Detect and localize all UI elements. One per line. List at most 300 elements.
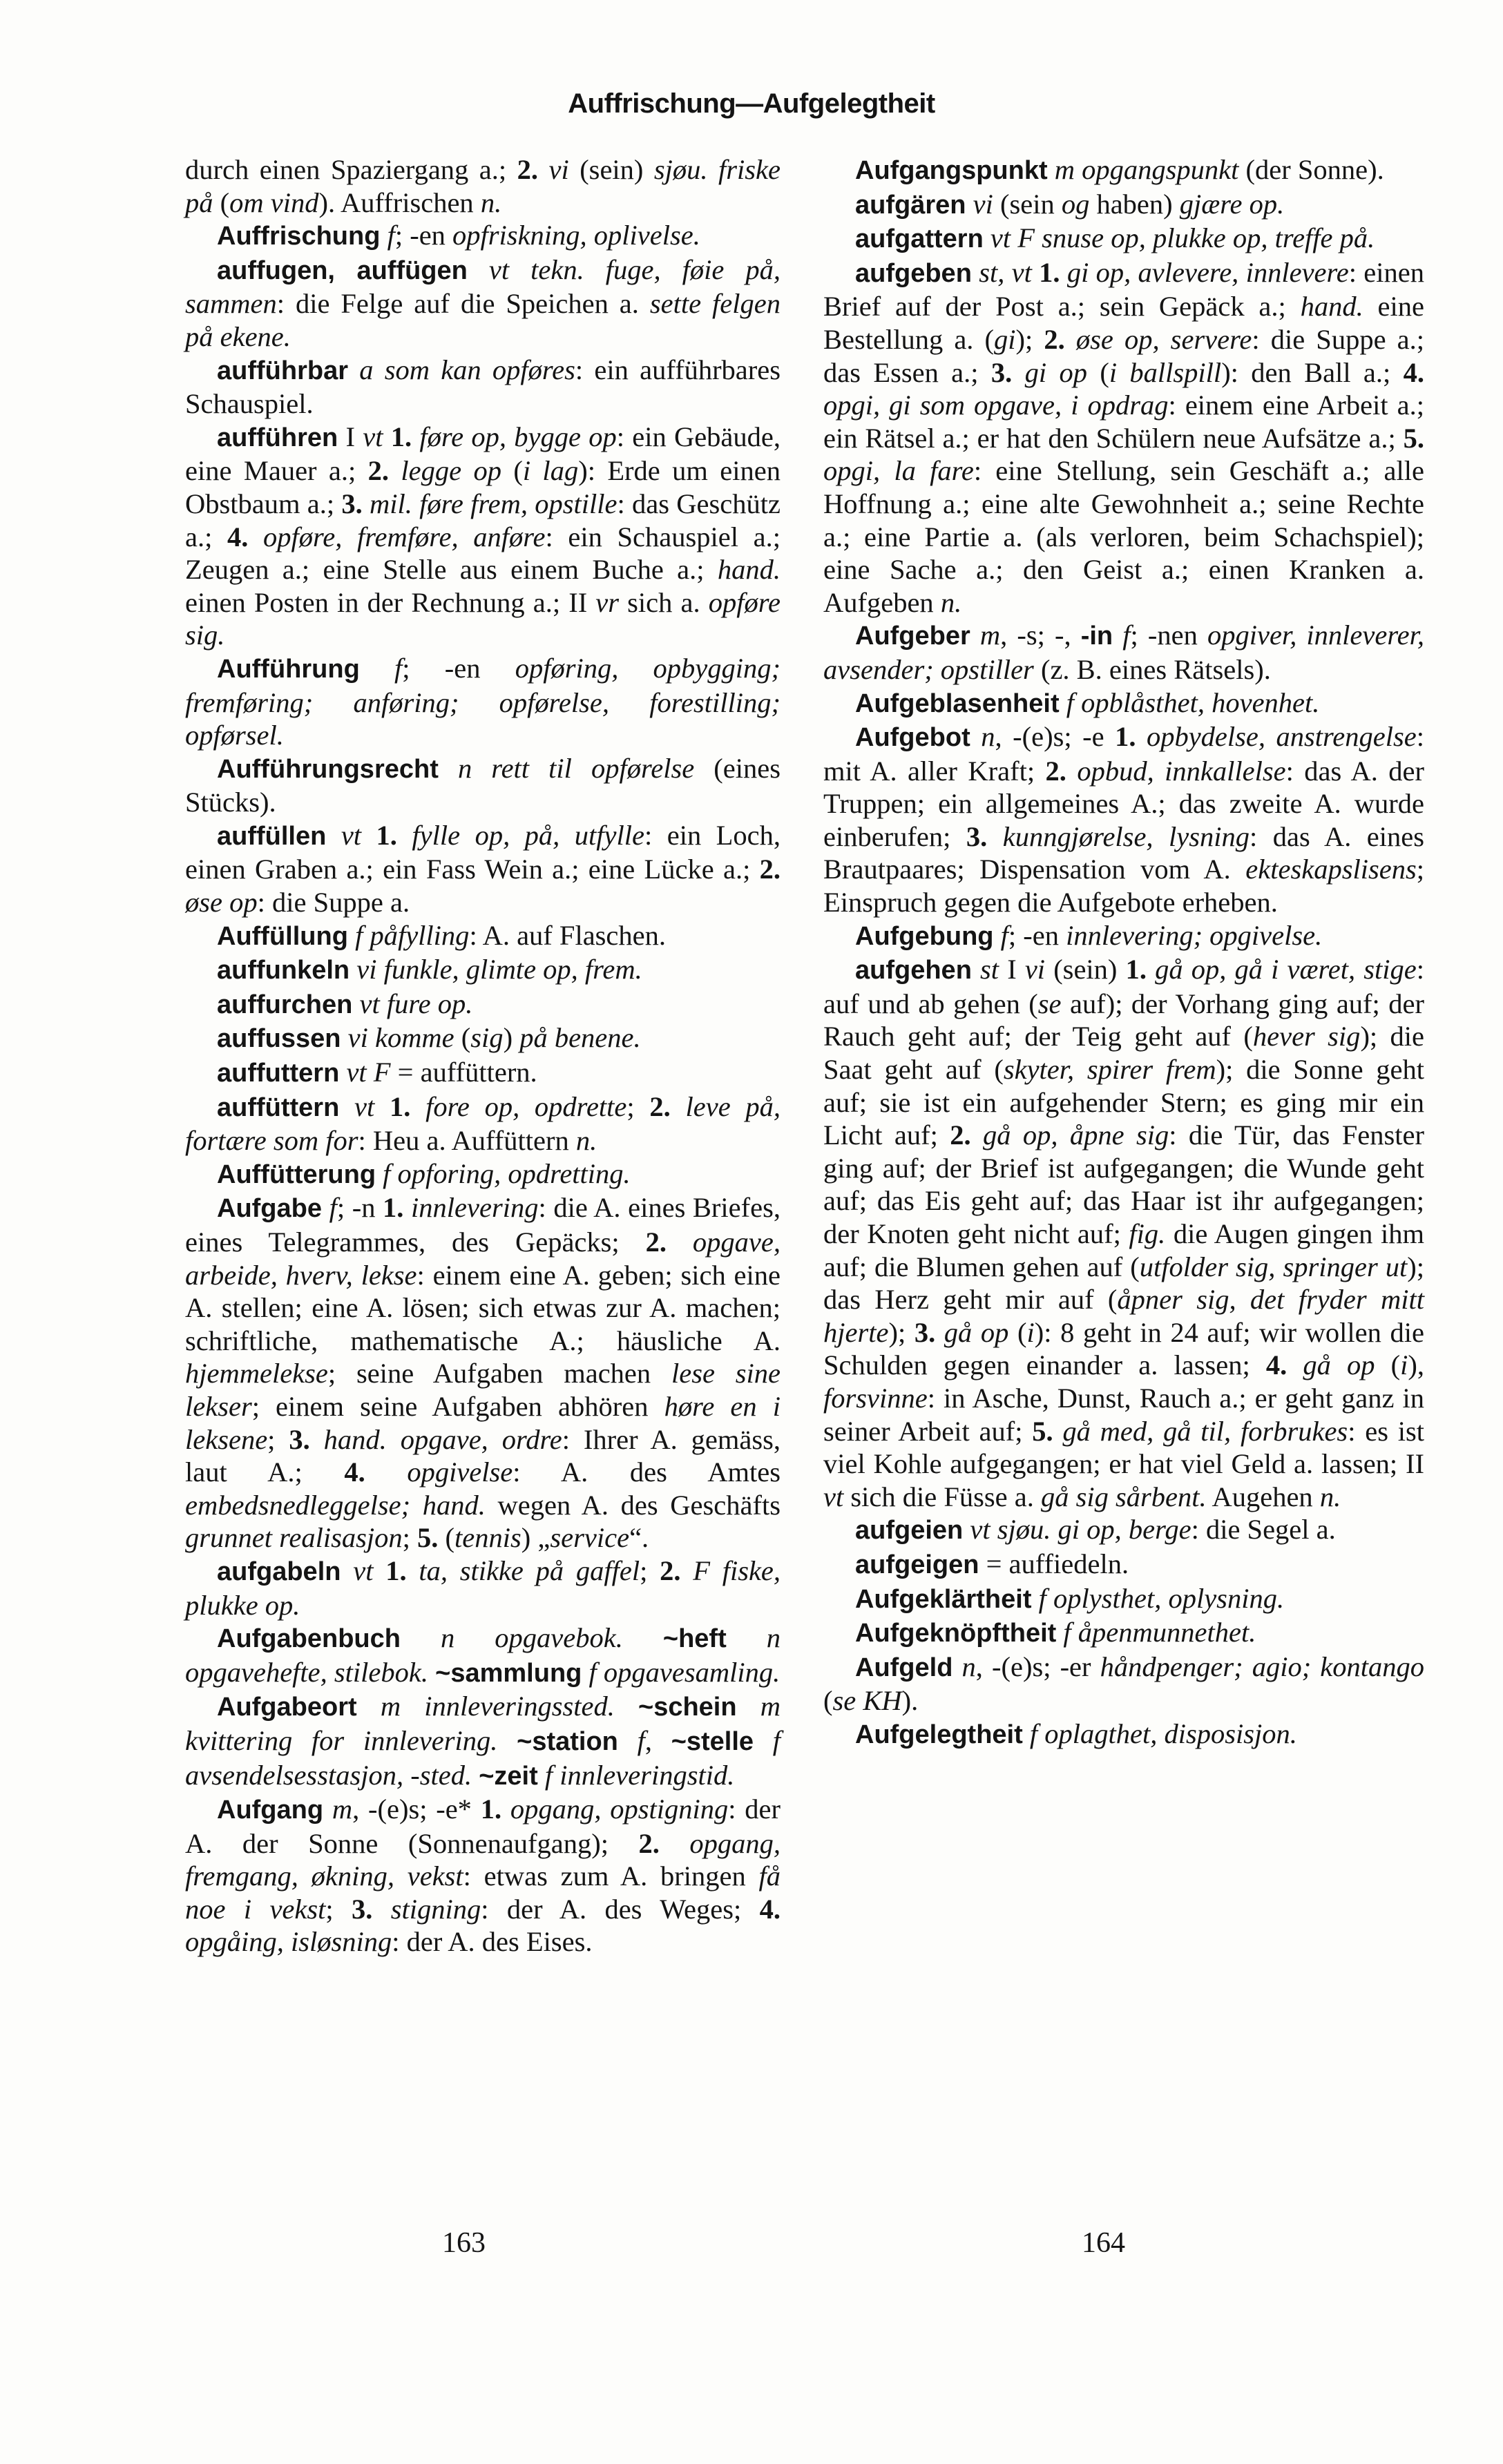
dictionary-entry [185,354,781,421]
entry-text: vt fure op. [359,988,473,1019]
entry-text: n. [480,186,502,218]
entry-headword: auffüllen [217,821,327,851]
entry-text: ; -en [1008,919,1066,951]
entry-text: ekteskapslisens [1245,854,1417,885]
entry-headword: ~stelle [671,1726,754,1756]
entry-text: 2. [759,854,781,885]
entry-text: die Augen gingen ihm auf; die Blumen gehen auf ( [823,1218,1424,1282]
entry-text: vi funkle, glimte op, frem. [356,954,642,985]
entry-text: 5. [1032,1415,1053,1447]
entry-text [339,1091,354,1122]
entry-text [1136,721,1147,752]
entry-text: ; -n [336,1192,383,1224]
entry-text: : einen Brief auf der Post a.; sein Gepäck a.; [823,256,1425,323]
entry-text [468,254,489,285]
entry-text: hjemmelekse [185,1358,328,1389]
entry-text: 2. [660,1555,681,1586]
entry-text: : die A. eines Briefes, eines Telegrammes, des Gepäcks; [185,1192,781,1258]
left-page-number: 163 [442,2227,486,2259]
entry-text: = auffüttern. [390,1057,537,1088]
dictionary-entry [823,953,1424,1513]
entry-text: f opblåsthet, hovenhet. [1066,686,1320,718]
entry-text: gjære op. [1179,188,1285,220]
entry-text: n. [575,1125,597,1157]
entry-text: vt tekn. fuge, føie på, sammen [185,253,781,320]
entry-text: ). [901,1685,919,1717]
entry-headword: Auffrischung [217,222,381,251]
entry-headword: Aufgangspunkt [855,156,1048,185]
entry-text: ; -nen [1130,619,1207,651]
entry-text [407,1555,419,1586]
entry-text: (der Sonne). [1238,154,1384,185]
entry-text [361,820,376,851]
dictionary-entry [185,819,781,919]
entry-text: se [1037,988,1062,1019]
entry-headword: Aufgeklärtheit [855,1584,1032,1614]
entry-text: : das A. eines Brautpaares; Dispensation vom A. [823,820,1425,885]
entry-text [323,1793,332,1825]
entry-headword: Aufgeld [855,1653,953,1682]
entry-text [737,1691,760,1722]
entry-text [403,1192,411,1223]
entry-text: vr [595,586,620,618]
dictionary-entry [185,1690,781,1793]
entry-text: føre op, bygge op [419,421,617,452]
entry-text: f innleveringstid. [544,1759,735,1791]
entry-text: : der A. des Weges; [481,1893,760,1925]
dictionary-entry [823,1717,1424,1752]
entry-headword: auffussen [217,1024,341,1054]
dictionary-entry [185,1090,781,1157]
entry-text: : ein Gebäude, eine Mauer a.; [185,421,781,487]
entry-text [1053,1416,1063,1447]
entry-text [389,455,401,486]
entry-text [667,1226,693,1258]
entry-text [1287,1349,1303,1380]
entry-text [615,1691,638,1722]
entry-text: fig. [1129,1218,1166,1249]
entry-text [1048,154,1055,185]
entry-text [1066,755,1077,787]
entry-text: durch einen Spaziergang a.; [185,154,517,185]
entry-text: f [1000,919,1008,951]
entry-text: F fiske, plukke op. [185,1555,781,1621]
entry-text: ): 8 geht in 24 auf; wir wollen die Schulden gegen einander a. lassen; [823,1316,1424,1381]
entry-text: sig [470,1022,504,1054]
entry-text: ; einem seine Aufgaben abhören [251,1390,664,1422]
entry-text: ); das Herz geht mir auf ( [823,1251,1424,1316]
entry-text: : die Suppe a. [257,887,410,918]
entry-headword: auffuttern [217,1059,340,1088]
entry-text: st, vt [979,256,1032,288]
right-page-number: 164 [1082,2227,1125,2259]
entry-text: ; [402,1522,418,1554]
entry-text [373,1555,385,1586]
entry-text: mil. føre frem, opstille [370,488,618,519]
entry-text [383,421,390,452]
entry-headword: auffunkeln [217,956,350,985]
entry-headword: aufgabeln [217,1557,341,1586]
entry-headword: aufgeben [855,258,972,288]
dictionary-entry [823,1548,1424,1582]
entry-text: 2. [1045,755,1066,787]
entry-text: 4. [1265,1349,1287,1381]
entry-headword: auffüttern [217,1093,340,1122]
entry-text: ( [1008,1316,1027,1348]
entry-text: kunngjørelse, lysning [1002,820,1250,852]
entry-text: grunnet realisasjon [185,1522,403,1554]
entry-text: 2. [1044,323,1065,355]
entry-text: gå sig sårbent. [1040,1481,1207,1512]
entry-text: på benene. [519,1022,641,1054]
entry-text [971,1119,983,1151]
entry-text: : etwas zum A. bringen [463,1860,759,1892]
entry-text [538,1760,545,1791]
entry-text [326,820,341,851]
entry-text [671,1091,686,1122]
entry-text: øse op [185,887,258,918]
entry-headword: ~schein [638,1693,737,1722]
entry-text [1060,257,1067,288]
entry-headword: aufführbar [217,356,348,385]
entry-text: sjøu. friske på [185,154,781,218]
entry-text: 3. [289,1423,310,1455]
entry-text: : eine Stellung, sein Geschäft a.; alle Hoffnung a.; eine alte Gewohnheit a.; seine Rechte a.; eine Partie a. (als verloren, beim Schachspiel); eine Sache a.; den Geist a.; einen Kranken a. Aufgeben [823,455,1424,618]
entry-headword: Aufführung [217,654,360,684]
entry-text: gi op, avlevere, innlevere [1066,256,1349,288]
entry-text: ( [438,1522,455,1554]
dictionary-entry [823,222,1424,256]
entry-text [1147,954,1155,985]
entry-text: 1. [390,1090,411,1122]
entry-headword: Auffütterung [217,1159,376,1189]
entry-text [952,1651,961,1682]
entry-text: 4. [344,1456,365,1488]
dictionary-entry [823,256,1424,619]
entry-headword: aufgeigen [855,1550,979,1579]
entry-text: : die Felge auf die Speichen a. [276,288,650,320]
entry-text: ; -en [402,652,515,684]
entry-text: øse op, servere [1075,323,1252,355]
entry-text: i lag [522,455,579,487]
entry-text: opgang, fremgang, økning, vekst [185,1827,781,1892]
entry-text: : A. auf Flaschen. [469,919,667,951]
entry-text: f opforing, opdretting. [383,1157,631,1189]
entry-text: auf); der Vorhang ging auf; der Rauch geht auf; der Teig geht auf ( [823,988,1424,1052]
entry-text: 3. [352,1893,373,1925]
entry-text: 2. [649,1090,671,1122]
entry-text: 4. [227,521,249,552]
entry-text [372,1894,390,1925]
entry-headword: auffurchen [217,990,353,1019]
dictionary-entry [823,1513,1424,1548]
entry-text: ); die Saat geht auf ( [823,1021,1425,1086]
entry-text: om vind [229,186,319,218]
entry-text: ( [1375,1349,1401,1381]
entry-text [1031,1583,1038,1614]
entry-text [970,619,980,651]
dictionary-entry [185,153,781,219]
entry-text: : einem eine A. geben; sich eine A. stellen; eine A. lösen; sich etwas zur A. machen; schriftliche, mathematische A.; häusliche A. [185,1259,781,1356]
entry-text: 1. [1039,256,1060,288]
entry-text: sich die Füsse a. [843,1481,1041,1512]
entry-text: I [999,954,1025,985]
entry-text: : der A. der Sonne (Sonnenaufgang); [185,1793,781,1859]
entry-text: opfriskning, oplivelse. [452,220,700,251]
entry-text: vt [353,1555,374,1586]
entry-text: 2. [638,1827,660,1859]
entry-text: ): Erde um einen Obstbaum a.; [185,455,781,519]
entry-text: : der A. des Eises. [392,1926,593,1958]
dictionary-entry [185,421,781,652]
entry-text: 4. [1403,356,1425,388]
entry-text: opgivelse [407,1456,513,1488]
entry-text: f oplysthet, oplysning. [1038,1582,1285,1614]
entry-text [623,1622,663,1653]
entry-text [341,1022,347,1053]
entry-text: vi komme [347,1022,454,1054]
dictionary-entry [185,1157,781,1192]
entry-text: gå op [1303,1349,1375,1381]
entry-text: , [644,1724,671,1756]
entry-text: st [980,954,999,985]
entry-text [412,421,419,452]
dictionary-entry [823,1650,1424,1717]
entry-text: opgiver, innleverer, avsender; opstiller [823,619,1424,685]
entry-text [322,1192,329,1223]
dictionary-entry [185,1021,781,1056]
entry-text: f opgavesamling. [588,1656,781,1688]
entry-text [363,488,370,519]
entry-text: ; -en [394,220,453,251]
dictionary-entry [823,919,1424,954]
entry-text: , -(e)s; -e [995,721,1116,753]
entry-text: I [338,421,363,452]
entry-text: 1. [480,1793,502,1825]
entry-text [350,954,356,985]
dictionary-entry [185,1793,781,1958]
entry-text: n. [940,586,962,618]
entry-text: hand. [717,554,781,586]
entry-text [538,154,548,185]
entry-text: opføre, fremføre, anføre [263,521,546,552]
entry-text: gå op, gå i været, stige [1155,954,1417,985]
entry-text: ( [1086,356,1109,388]
entry-text: stigning [390,1893,481,1925]
entry-text: gå op, åpne sig [982,1119,1169,1151]
entry-text: : das Geschütz a.; [185,488,781,552]
entry-text: (sein) [568,154,654,185]
dictionary-entry [185,953,781,988]
entry-text: skyter, spirer frem [1003,1054,1216,1086]
entry-text [963,1514,970,1545]
entry-text: få noe i vekst [185,1860,781,1925]
dictionary-entry [823,188,1424,222]
entry-text: m innleveringssted. [380,1691,615,1722]
entry-text: : Heu a. Auffüttern [358,1125,576,1157]
entry-headword: ~zeit [479,1761,538,1791]
entry-text: 1. [376,819,397,851]
entry-text: ; Einspruch gegen die Aufgebote erheben. [823,854,1424,918]
entry-text: ), [1408,1349,1425,1381]
dictionary-entry [823,720,1424,919]
entry-text: forsvinne [823,1382,928,1414]
entry-text [348,920,355,951]
entry-text [618,1725,638,1756]
entry-text: ) [503,1022,520,1054]
entry-text: vt F [346,1057,391,1088]
entry-text: : es ist viel Kohle aufgegangen; er hat viel Geld a. lassen; II [823,1415,1424,1480]
entry-text [472,1760,479,1791]
entry-text [428,1657,435,1688]
entry-text: i [1400,1349,1408,1381]
entry-text: “. [629,1522,649,1554]
entry-text: m opgangspunkt [1054,154,1239,185]
entry-text: : die Tür, das Fenster ging auf; der Brief ist aufgegangen; die Wunde geht auf; das Eis geht auf; das Haar ist ihr aufgegangen; der Knoten geht nicht auf; [823,1119,1424,1249]
entry-text: n [961,1650,976,1682]
entry-text: i [1026,1316,1035,1348]
entry-headword: Auffüllung [217,921,348,951]
entry-text: : mit A. aller Kraft; [823,721,1425,787]
entry-headword: Aufgabenbuch [217,1624,401,1654]
dictionary-entry [185,1621,781,1690]
entry-text: f [394,652,403,684]
entry-text: vt [823,1481,844,1512]
entry-text: service [550,1522,630,1554]
entry-text: a som kan opføres [359,354,575,385]
entry-headword: Aufgabe [217,1194,322,1224]
entry-headword: auffugen, auffügen [217,256,468,285]
entry-text: 1. [383,1192,404,1224]
entry-headword: Aufgebung [855,921,994,951]
entry-text [727,1622,767,1653]
entry-text: ; [325,1893,352,1925]
entry-text: , -(e)s; -er [975,1650,1100,1682]
entry-text: : die Segel a. [1191,1514,1336,1546]
entry-text: 5. [1403,422,1424,454]
entry-text [754,1725,773,1756]
entry-text: åpner sig, det fryder mitt hjerte [823,1284,1424,1348]
entry-text: 2. [645,1226,667,1258]
entry-text: f åpenmunnethet. [1063,1617,1256,1648]
entry-text: tennis [454,1522,521,1554]
entry-text [376,1158,383,1189]
entry-text: n opgavehefte, stilebok. [185,1622,781,1688]
entry-text: gi [994,323,1016,355]
dictionary-entry [823,1582,1424,1617]
entry-text [987,821,1002,852]
entry-text [374,1091,390,1122]
entry-text [352,988,359,1019]
entry-text [660,1828,690,1859]
entry-text: n opgavebok. [441,1622,623,1654]
entry-text: eine Bestellung a. ( [823,291,1424,355]
entry-text: einen Posten in der Rechnung a.; II [185,586,596,618]
entry-text: vt F snuse op, plukke op, treffe på. [990,222,1375,254]
entry-headword: Aufgang [217,1796,324,1825]
entry-text: 1. [1125,954,1147,985]
entry-text: gå med, gå til, forbrukes [1062,1415,1348,1447]
entry-text: : die Suppe a.; das Essen a.; [823,323,1425,388]
entry-text: vt [341,819,362,851]
entry-text [439,753,458,784]
entry-text: hand. opgave, ordre [323,1423,562,1455]
entry-text: : in Asche, Dunst, Rauch a.; er geht ganz in seiner Arbeit auf; [823,1382,1424,1447]
entry-text [1056,1617,1063,1648]
entry-text [401,1622,441,1653]
entry-text: ). Auffrischen [318,186,481,218]
entry-headword: -in [1080,622,1113,651]
entry-text: 3. [990,356,1013,388]
entry-text: (sein) [1045,954,1126,985]
dictionary-entry [185,1056,781,1090]
entry-text: 1. [1115,721,1136,753]
entry-text: : Ihrer A. gemäss, laut A.; [185,1423,781,1488]
entry-text: utfolder sig, springer ut [1139,1251,1408,1282]
entry-text: vi [973,188,993,220]
entry-text: wegen A. des Geschäfts [485,1489,781,1521]
dictionary-entry [185,219,781,253]
entry-headword: Aufgeber [855,622,970,651]
entry-headword: ~sammlung [435,1658,582,1688]
left-column [185,153,781,1958]
entry-text: hever sig [1252,1021,1361,1052]
entry-text: ta, stikke på gaffel [419,1555,640,1586]
entry-text: opføring, opbygging; fremføring; anføring; opførelse, forestilling; opførsel. [185,652,781,751]
entry-text: sich a. [619,586,709,618]
entry-text: ( [501,455,523,487]
entry-text: opbud, innkallelse [1077,755,1286,787]
entry-text [357,1691,381,1722]
entry-text [972,257,979,288]
entry-text [680,1555,693,1586]
entry-text: : A. des Amtes [513,1456,781,1488]
entry-text [1065,324,1076,355]
entry-text [497,1725,517,1756]
entry-text: Augehen [1206,1481,1320,1512]
entry-text: 2. [517,154,538,185]
entry-text: f [1122,619,1131,651]
entry-headword: Aufgeblasenheit [855,689,1060,718]
entry-text: 3. [966,820,988,852]
entry-text [248,521,263,552]
entry-text: : das A. der Truppen; ein allgemeines A.; das zweite A. wurde einberufen; [823,755,1425,852]
dictionary-entry [185,1555,781,1621]
dictionary-entry [185,752,781,819]
entry-text: ; [640,1555,660,1586]
entry-headword: Aufgelegtheit [855,1720,1023,1749]
entry-text: hand. [1300,291,1363,323]
entry-text: m [332,1793,353,1825]
entry-text [380,220,387,251]
entry-text: opgang, opstigning [510,1793,729,1825]
entry-text [966,189,973,220]
entry-text: innlevering [411,1192,539,1224]
entry-text: 3. [341,488,363,519]
entry-text: høre en i leksene [185,1390,781,1455]
entry-text: legge op [401,455,501,487]
dictionary-entry [823,1616,1424,1650]
entry-text: 2. [950,1119,971,1151]
entry-text: f påfylling [355,919,470,951]
entry-text: , -s; -, [1000,619,1081,651]
right-column [823,153,1424,1752]
entry-text [501,1793,510,1825]
entry-text: fylle op, på, utfylle [412,819,644,851]
entry-text: embedsnedleggelse; hand. [185,1489,486,1521]
entry-text: 4. [759,1893,781,1925]
entry-text [935,1317,944,1348]
